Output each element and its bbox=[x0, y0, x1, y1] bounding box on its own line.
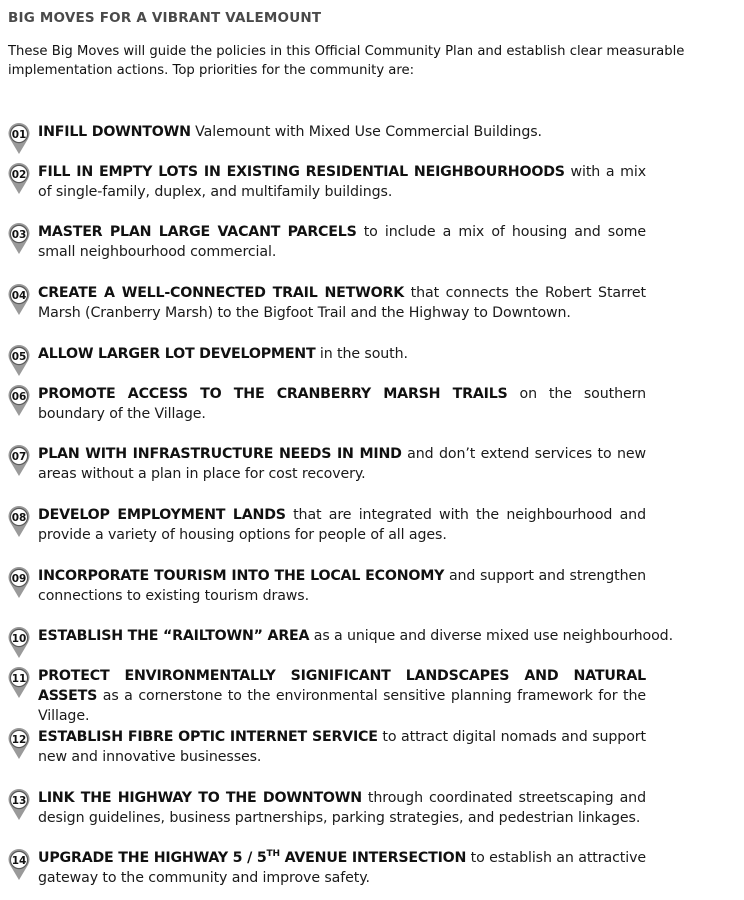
move-number: 06 bbox=[11, 391, 27, 403]
map-pin-icon bbox=[7, 626, 31, 660]
move-description bbox=[38, 222, 646, 262]
move-body: and support and strengthen connections to existing tourism draws. bbox=[38, 568, 646, 604]
map-pin-icon bbox=[7, 283, 31, 317]
move-description bbox=[38, 626, 673, 646]
map-pin-icon bbox=[7, 727, 31, 761]
move-body: in the south. bbox=[315, 346, 408, 362]
page-title: BIG MOVES FOR A VIBRANT VALEMOUNT bbox=[8, 10, 322, 26]
move-body: as a cornerstone to the environmental sensitive planning framework for the Village. bbox=[38, 688, 646, 724]
map-pin-icon bbox=[7, 666, 31, 700]
move-heading: ALLOW LARGER LOT DEVELOPMENT bbox=[38, 346, 316, 362]
move-heading: MASTER PLAN LARGE VACANT PARCELS bbox=[38, 224, 357, 240]
move-number: 09 bbox=[11, 573, 27, 585]
intro-paragraph: These Big Moves will guide the policies in this Official Community Plan and establish clear measurable implementation actions. Top priorities for the community are: bbox=[8, 44, 685, 78]
move-body: to attract digital nomads and support new and innovative businesses. bbox=[38, 729, 646, 765]
move-heading: PROMOTE ACCESS TO THE CRANBERRY MARSH TRAILS bbox=[38, 386, 508, 402]
move-body: that are integrated with the neighbourhood and provide a variety of housing options for people of all ages. bbox=[38, 507, 646, 543]
move-number: 04 bbox=[11, 290, 27, 302]
move-heading: FILL IN EMPTY LOTS IN EXISTING RESIDENTIAL NEIGHBOURHOODS bbox=[38, 164, 565, 180]
map-pin-icon bbox=[7, 384, 31, 418]
map-pin-icon bbox=[7, 444, 31, 478]
move-body: as a unique and diverse mixed use neighbourhood. bbox=[309, 628, 673, 644]
move-number: 05 bbox=[11, 351, 27, 363]
move-description bbox=[38, 788, 646, 828]
move-heading: INFILL DOWNTOWN bbox=[38, 124, 191, 140]
move-heading-part: AVENUE INTERSECTION bbox=[279, 850, 467, 866]
move-number: 01 bbox=[11, 129, 27, 141]
move-body: Valemount with Mixed Use Commercial Buildings. bbox=[190, 124, 542, 140]
move-number: 03 bbox=[11, 229, 27, 241]
move-body: with a mix of single-family, duplex, and multifamily buildings. bbox=[38, 164, 646, 200]
move-description bbox=[38, 505, 646, 545]
move-description bbox=[38, 666, 646, 726]
move-heading bbox=[38, 850, 466, 866]
map-pin-icon bbox=[7, 162, 31, 196]
move-number: 08 bbox=[11, 512, 27, 524]
map-pin-icon bbox=[7, 788, 31, 822]
map-pin-icon bbox=[7, 566, 31, 600]
move-description bbox=[38, 344, 646, 364]
move-number: 07 bbox=[11, 451, 27, 463]
map-pin-icon bbox=[7, 344, 31, 378]
map-pin-icon bbox=[7, 222, 31, 256]
move-body: through coordinated streetscaping and design guidelines, business partnerships, parking strategies, and pedestrian linkages. bbox=[38, 790, 646, 826]
move-heading: PROTECT ENVIRONMENTALLY SIGNIFICANT LANDSCAPES AND NATURAL ASSETS bbox=[38, 668, 646, 704]
move-heading: CREATE A WELL-CONNECTED TRAIL NETWORK bbox=[38, 285, 404, 301]
move-number: 13 bbox=[11, 795, 27, 807]
move-description bbox=[38, 727, 646, 767]
move-number: 02 bbox=[11, 169, 27, 181]
move-body: to establish an attractive gateway to the community and improve safety. bbox=[38, 850, 646, 886]
move-description bbox=[38, 848, 646, 888]
move-description bbox=[38, 283, 646, 323]
move-heading: DEVELOP EMPLOYMENT LANDS bbox=[38, 507, 286, 523]
move-description bbox=[38, 384, 646, 424]
move-description bbox=[38, 122, 646, 142]
move-number: 14 bbox=[11, 855, 27, 867]
ordinal-superscript: TH bbox=[266, 849, 280, 859]
move-heading: ESTABLISH THE “RAILTOWN” AREA bbox=[38, 628, 310, 644]
move-description bbox=[38, 566, 646, 606]
move-number: 12 bbox=[11, 734, 27, 746]
move-heading: LINK THE HIGHWAY TO THE DOWNTOWN bbox=[38, 790, 362, 806]
move-description bbox=[38, 444, 646, 484]
move-heading: ESTABLISH FIBRE OPTIC INTERNET SERVICE bbox=[38, 729, 378, 745]
move-heading-part: UPGRADE THE HIGHWAY 5 / 5 bbox=[38, 850, 267, 866]
move-heading: PLAN WITH INFRASTRUCTURE NEEDS IN MIND bbox=[38, 446, 402, 462]
move-number: 10 bbox=[11, 633, 27, 645]
map-pin-icon bbox=[7, 122, 31, 156]
move-body: and don’t extend services to new areas without a plan in place for cost recovery. bbox=[38, 446, 646, 482]
move-body: that connects the Robert Starret Marsh (Cranberry Marsh) to the Bigfoot Trail and the Highway to Downtown. bbox=[38, 285, 647, 321]
map-pin-icon bbox=[7, 505, 31, 539]
move-heading: INCORPORATE TOURISM INTO THE LOCAL ECONOMY bbox=[38, 568, 445, 584]
move-body: to include a mix of housing and some small neighbourhood commercial. bbox=[38, 224, 646, 260]
map-pin-icon bbox=[7, 848, 31, 882]
move-body: on the southern boundary of the Village. bbox=[38, 386, 646, 422]
move-description bbox=[38, 162, 646, 202]
move-number: 11 bbox=[11, 673, 27, 685]
